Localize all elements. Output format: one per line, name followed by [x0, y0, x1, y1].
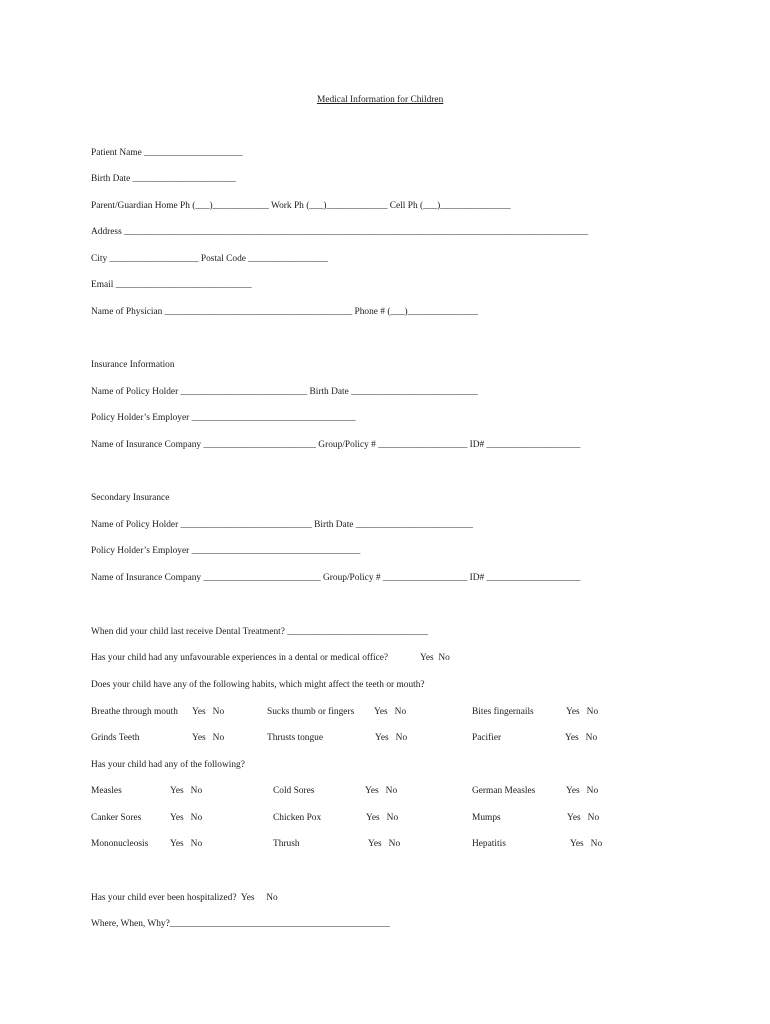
email-field[interactable]: Email _____________________________	[91, 280, 252, 290]
illness-yes-no[interactable]: Yes No	[365, 786, 398, 796]
illness-yes-no[interactable]: Yes No	[566, 786, 599, 796]
habit-yes-no[interactable]: Yes No	[566, 707, 599, 717]
physician-field[interactable]: Name of Physician ________________________________________ Phone # (___)_______________	[91, 307, 478, 317]
secondary-heading: Secondary Insurance	[91, 493, 170, 503]
illness-label: Chicken Pox	[273, 813, 322, 823]
habit-yes-no[interactable]: Yes No	[374, 707, 407, 717]
habits-question: Does your child have any of the following habits, which might affect the teeth or mouth?	[91, 680, 425, 690]
illness-yes-no[interactable]: Yes No	[366, 813, 399, 823]
habit-label: Sucks thumb or fingers	[267, 707, 355, 717]
hospitalized-question[interactable]: Has your child ever been hospitalized? Yes No	[91, 893, 278, 903]
habit-yes-no[interactable]: Yes No	[565, 733, 598, 743]
illness-label: Cold Sores	[273, 786, 315, 796]
illness-question: Has your child had any of the following?	[91, 760, 245, 770]
phone-numbers-field[interactable]: Parent/Guardian Home Ph (___)____________ Work Ph (___)_____________ Cell Ph (___)_______________	[91, 201, 511, 211]
illness-yes-no[interactable]: Yes No	[170, 813, 203, 823]
where-when-why-field[interactable]: Where, When, Why?_______________________________________________	[91, 919, 391, 929]
habit-label: Thrusts tongue	[267, 733, 323, 743]
patient-name-field[interactable]: Patient Name _____________________	[91, 148, 243, 158]
habit-label: Pacifier	[472, 733, 502, 743]
habit-yes-no[interactable]: Yes No	[192, 707, 225, 717]
illness-label: Hepatitis	[472, 839, 506, 849]
last-treatment-field[interactable]: When did your child last receive Dental Treatment? ______________________________	[91, 627, 428, 637]
address-field[interactable]: Address ___________________________________________________________________________________________________	[91, 227, 589, 237]
insurance-employer-field[interactable]: Policy Holder’s Employer ___________________________________	[91, 413, 356, 423]
habit-label: Bites fingernails	[472, 707, 534, 717]
illness-label: Mononucleosis	[91, 839, 149, 849]
illness-label: Thrush	[273, 839, 300, 849]
secondary-employer-field[interactable]: Policy Holder’s Employer ____________________________________	[91, 546, 361, 556]
insurance-holder-field[interactable]: Name of Policy Holder ___________________________ Birth Date ___________________________	[91, 387, 478, 397]
illness-label: German Measles	[472, 786, 536, 796]
illness-label: Measles	[91, 786, 122, 796]
secondary-company-field[interactable]: Name of Insurance Company _________________________ Group/Policy # __________________ ID# ____________________	[91, 573, 581, 583]
city-postal-field[interactable]: City ___________________ Postal Code _________________	[91, 254, 328, 264]
unfavourable-question: Has your child had any unfavourable experiences in a dental or medical office?	[91, 653, 389, 663]
illness-yes-no[interactable]: Yes No	[570, 839, 603, 849]
illness-yes-no[interactable]: Yes No	[567, 813, 600, 823]
insurance-heading: Insurance Information	[91, 360, 175, 370]
page-title: Medical Information for Children	[317, 95, 444, 105]
illness-label: Mumps	[472, 813, 501, 823]
habit-label: Grinds Teeth	[91, 733, 140, 743]
insurance-company-field[interactable]: Name of Insurance Company ________________________ Group/Policy # ___________________ ID# ____________________	[91, 440, 581, 450]
habit-label: Breathe through mouth	[91, 707, 178, 717]
illness-yes-no[interactable]: Yes No	[170, 839, 203, 849]
birth-date-field[interactable]: Birth Date ______________________	[91, 174, 236, 184]
unfavourable-yes-no[interactable]: Yes No	[420, 653, 450, 663]
illness-label: Canker Sores	[91, 813, 142, 823]
illness-yes-no[interactable]: Yes No	[368, 839, 401, 849]
habit-yes-no[interactable]: Yes No	[192, 733, 225, 743]
secondary-holder-field[interactable]: Name of Policy Holder ____________________________ Birth Date _________________________	[91, 520, 473, 530]
illness-yes-no[interactable]: Yes No	[170, 786, 203, 796]
habit-yes-no[interactable]: Yes No	[375, 733, 408, 743]
